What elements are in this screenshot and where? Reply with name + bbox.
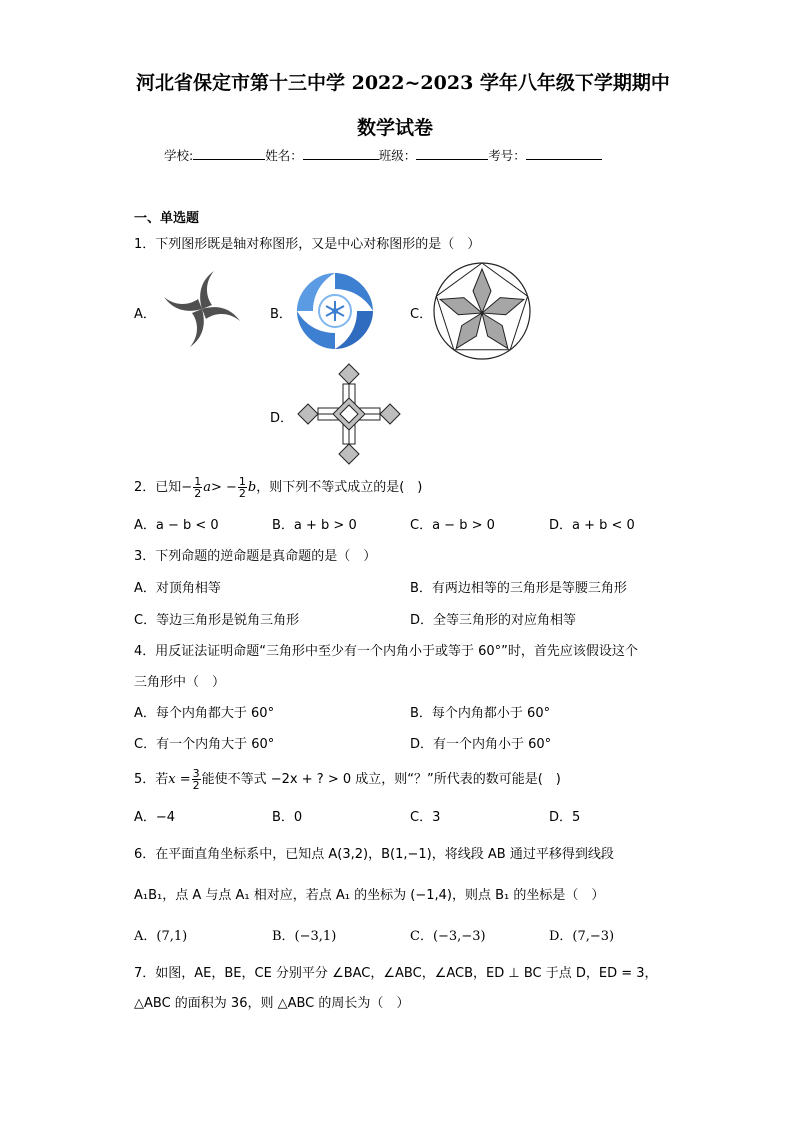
- q4-option-a: A．每个内角都大于 60°: [134, 706, 275, 721]
- q4-stem-line-2: 三角形中（ ）: [134, 675, 226, 690]
- q2-suffix: ，则下列不等式成立的是( ): [256, 480, 423, 495]
- q2-gt: > −: [210, 480, 237, 495]
- q6-option-d: D．(7,−3): [549, 929, 615, 944]
- q2-fraction-1: [193, 476, 202, 499]
- q5-option-d: D．5: [549, 810, 581, 825]
- frac-den: 2: [194, 487, 202, 500]
- q5-option-a: A．−4: [134, 810, 176, 825]
- section-heading: 一、单选题: [134, 211, 200, 226]
- q6-line-2: A₁B₁，点 A 与点 A₁ 相对应，若点 A₁ 的坐标为 (−1,4)，则点 B₁ 的坐标是（ ）: [134, 888, 605, 903]
- q7-line-1: 7．如图，AE，BE，CE 分别平分 ∠BAC，∠ABC，∠ACB，ED ⊥ BC 于点 D，ED = 3，: [134, 966, 658, 981]
- q5-x-eq: x =: [168, 772, 191, 787]
- title-line-1: 河北省保定市第十三中学 2022~2023 学年八年级下学期期中: [136, 72, 670, 94]
- title-line-2: 数学试卷: [357, 117, 434, 139]
- q5-option-b: B．0: [272, 810, 303, 825]
- q6-option-b: B．(−3,1): [272, 929, 337, 944]
- q3-option-c: C．等边三角形是锐角三角形: [134, 613, 300, 628]
- q1-option-b-label: B．: [270, 307, 292, 322]
- q4-option-c: C．有一个内角大于 60°: [134, 737, 275, 752]
- student-info-row: [164, 146, 602, 164]
- q5-suffix: 能使不等式 −2x + ? > 0 成立，则“？”所代表的数可能是( ): [201, 772, 561, 787]
- q1-stem: 1．下列图形既是轴对称图形，又是中心对称图形的是（ ）: [134, 237, 481, 252]
- q2-option-b: B．a + b > 0: [272, 518, 357, 533]
- q2-prefix: 2．已知: [134, 480, 182, 495]
- exam-no-blank[interactable]: [526, 147, 602, 160]
- q2-fraction-2: [238, 476, 247, 499]
- q5-option-c: C．3: [410, 810, 441, 825]
- frac-den: 2: [238, 487, 246, 500]
- q3-option-d: D．全等三角形的对应角相等: [410, 613, 577, 628]
- q3-stem: 3．下列命题的逆命题是真命题的是（ ）: [134, 549, 377, 564]
- exam-no-label: 考号：: [488, 148, 526, 163]
- name-blank[interactable]: [303, 147, 379, 160]
- q6-line-1: 6．在平面直角坐标系中，已知点 A(3,2)，B(1,−1)，将线段 AB 通过平移得到线段: [134, 847, 614, 862]
- q4-option-b: B．每个内角都小于 60°: [410, 706, 551, 721]
- q5-fraction: [192, 768, 201, 791]
- q2-var-b: b: [247, 480, 257, 495]
- q5-stem: [134, 768, 561, 791]
- q3-option-a: A．对顶角相等: [134, 581, 221, 596]
- q2-option-a: A．a − b < 0: [134, 518, 219, 533]
- q6-option-c: C．(−3,−3): [410, 929, 486, 944]
- q4-stem-line-1: 4．用反证法证明命题“三角形中至少有一个内角小于或等于 60°”时，首先应该假设这个: [134, 644, 638, 659]
- q6-option-a: A．(7,1): [134, 929, 188, 944]
- q4-option-d: D．有一个内角小于 60°: [410, 737, 552, 752]
- class-label: 班级：: [378, 148, 417, 163]
- cross-diamonds-figure: [296, 362, 402, 466]
- school-label: 学校:: [164, 148, 194, 163]
- frac-num: 1: [194, 475, 202, 488]
- q2-option-d: D．a + b < 0: [549, 518, 635, 533]
- q1-option-a-label: A．: [134, 307, 156, 322]
- frac-den: 2: [192, 779, 200, 792]
- q2-minus: −: [181, 480, 193, 495]
- q3-option-b: B．有两边相等的三角形是等腰三角形: [410, 581, 627, 596]
- q2-stem: [134, 476, 422, 499]
- q1-option-d-label: D．: [270, 411, 294, 426]
- q2-var-a: a: [203, 480, 211, 495]
- class-blank[interactable]: [416, 147, 488, 160]
- name-label: 姓名：: [265, 148, 303, 163]
- q1-option-c-label: C．: [410, 307, 433, 322]
- pinwheel-figure: [160, 265, 244, 353]
- q2-option-c: C．a − b > 0: [410, 518, 495, 533]
- q7-line-2: △ABC 的面积为 36，则 △ABC 的周长为（ ）: [134, 996, 410, 1011]
- snowflake-emblem-figure: [294, 270, 376, 352]
- frac-num: 1: [238, 475, 246, 488]
- q5-prefix: 5．若: [134, 772, 169, 787]
- school-blank[interactable]: [193, 147, 265, 160]
- frac-num: 3: [192, 767, 200, 780]
- star-in-circle-figure: [432, 261, 532, 361]
